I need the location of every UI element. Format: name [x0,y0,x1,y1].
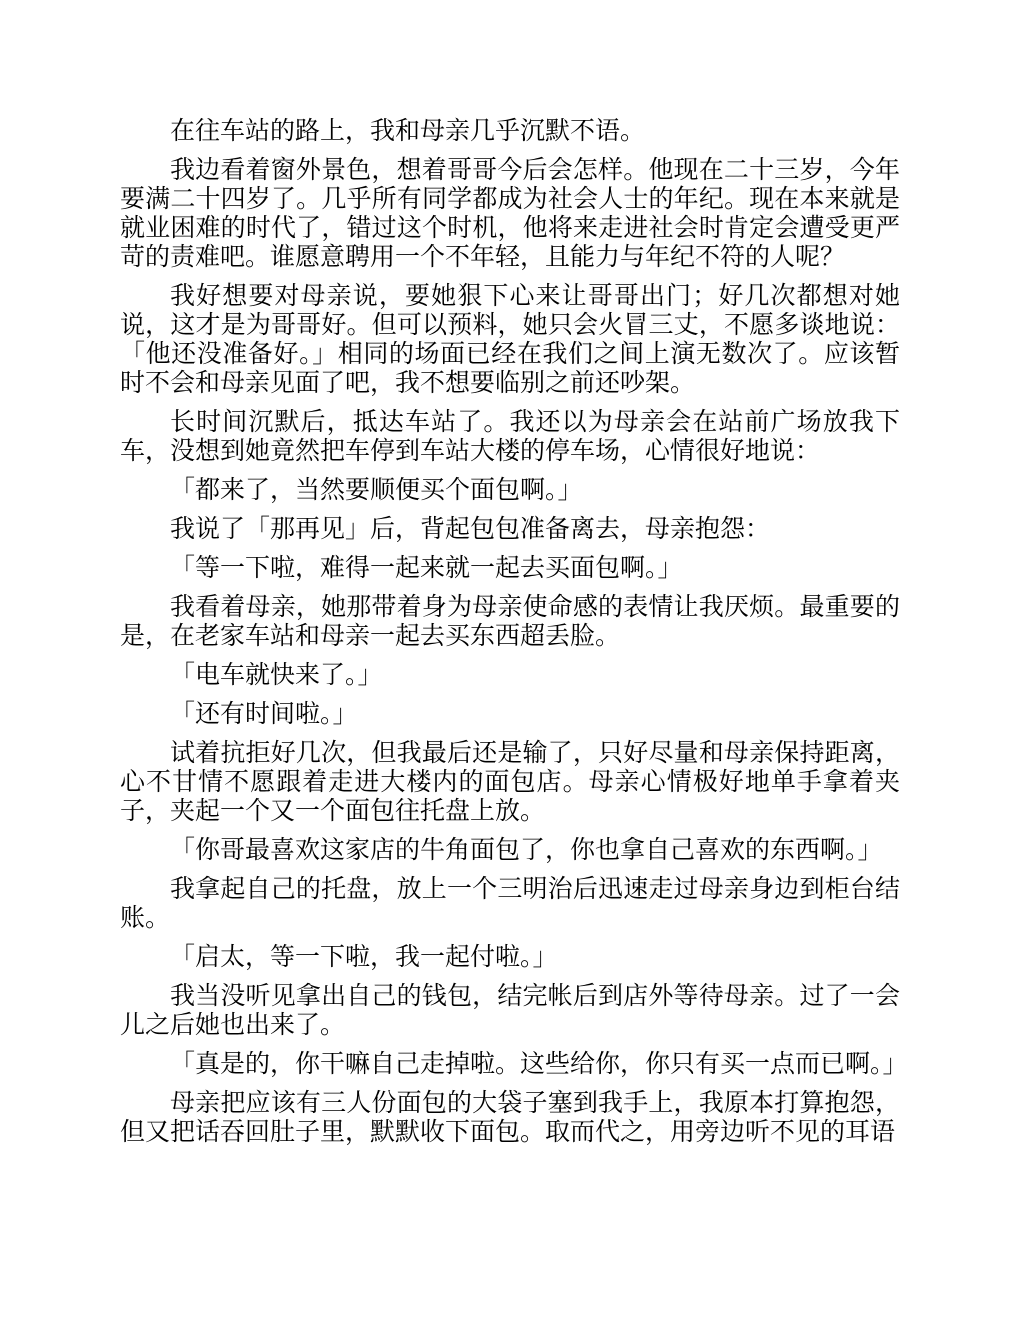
paragraph: 母亲把应该有三人份面包的大袋子塞到我手上，我原本打算抱怨，但又把话吞回肚子里，默默收下面包。取而代之，用旁边听不见的耳语 [120,1088,900,1146]
paragraph: 我当没听见拿出自己的钱包，结完帐后到店外等待母亲。过了一会儿之后她也出来了。 [120,981,900,1039]
paragraph: 我说了「那再见」后，背起包包准备离去，母亲抱怨： [170,514,771,543]
dialogue-line: 「你哥最喜欢这家店的牛角面包了，你也拿自己喜欢的东西啊。」 [170,835,883,864]
body-text [120,116,908,1156]
dialogue-line: 「真是的，你干嘛自己走掉啦。这些给你，你只有买一点而已啊。」 [170,1049,908,1078]
dialogue-line: 「等一下啦，难得一起来就一起去买面包啊。」 [170,553,683,582]
dialogue-line: 「启太，等一下啦，我一起付啦。」 [170,942,558,971]
paragraph: 长时间沉默后，抵达车站了。我还以为母亲会在站前广场放我下车，没想到她竟然把车停到车站大楼的停车场，心情很好地说： [120,407,900,465]
paragraph: 在往车站的路上，我和母亲几乎沉默不语。 [170,116,646,145]
paragraph: 我边看着窗外景色，想着哥哥今后会怎样。他现在二十三岁，今年要满二十四岁了。几乎所有同学都成为社会人士的年纪。现在本来就是就业困难的时代了，错过这个时机，他将来走进社会时肯定会遭受更严苛的责难吧。谁愿意聘用一个不年轻，且能力与年纪不符的人呢？ [120,155,900,271]
paragraph: 试着抗拒好几次，但我最后还是输了，只好尽量和母亲保持距离，心不甘情不愿跟着走进大楼内的面包店。母亲心情极好地单手拿着夹子，夹起一个又一个面包往托盘上放。 [120,738,900,825]
dialogue-line: 「还有时间啦。」 [170,699,358,728]
paragraph: 我好想要对母亲说，要她狠下心来让哥哥出门；好几次都想对她说，这才是为哥哥好。但可以预料，她只会火冒三丈，不愿多谈地说：「他还没准备好。」相同的场面已经在我们之间上演无数次了。应该暂时不会和母亲见面了吧，我不想要临别之前还吵架。 [120,281,900,397]
paragraph: 我拿起自己的托盘，放上一个三明治后迅速走过母亲身边到柜台结账。 [120,874,900,932]
paragraph: 我看着母亲，她那带着身为母亲使命感的表情让我厌烦。最重要的是，在老家车站和母亲一起去买东西超丢脸。 [120,592,900,650]
dialogue-line: 「电车就快来了。」 [170,660,383,689]
dialogue-line: 「都来了，当然要顺便买个面包啊。」 [170,475,583,504]
